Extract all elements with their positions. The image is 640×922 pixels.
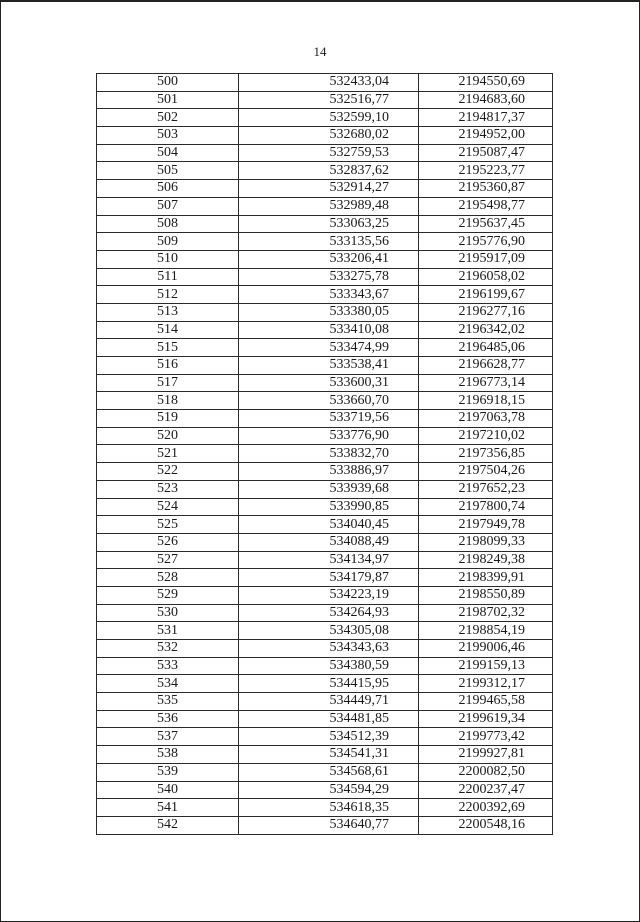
x-coordinate-cell: 532989,48 [239,197,419,215]
point-number-cell: 540 [97,781,239,799]
table-row [97,144,553,162]
point-number-cell: 527 [97,551,239,569]
point-number-cell: 510 [97,250,239,268]
y-coordinate-cell: 2196485,06 [419,339,553,357]
table-row [97,321,553,339]
point-number-cell: 501 [97,91,239,109]
y-coordinate-cell: 2194683,60 [419,91,553,109]
y-coordinate-cell: 2195360,87 [419,180,553,198]
y-coordinate-cell: 2200237,47 [419,781,553,799]
point-number-cell: 525 [97,516,239,534]
x-coordinate-cell: 534264,93 [239,604,419,622]
point-number-cell: 506 [97,180,239,198]
y-coordinate-cell: 2198099,33 [419,533,553,551]
table-row [97,781,553,799]
point-number-cell: 508 [97,215,239,233]
x-coordinate-cell: 534640,77 [239,816,419,834]
y-coordinate-cell: 2197210,02 [419,427,553,445]
x-coordinate-cell: 532516,77 [239,91,419,109]
point-number-cell: 517 [97,374,239,392]
point-number-cell: 514 [97,321,239,339]
y-coordinate-cell: 2199773,42 [419,728,553,746]
x-coordinate-cell: 533063,25 [239,215,419,233]
x-coordinate-cell: 533538,41 [239,357,419,375]
table-row [97,268,553,286]
table-row [97,728,553,746]
x-coordinate-cell: 533600,31 [239,374,419,392]
y-coordinate-cell: 2195498,77 [419,197,553,215]
table-row [97,357,553,375]
x-coordinate-cell: 534481,85 [239,710,419,728]
y-coordinate-cell: 2199927,81 [419,746,553,764]
point-number-cell: 528 [97,569,239,587]
point-number-cell: 538 [97,746,239,764]
y-coordinate-cell: 2199465,58 [419,693,553,711]
x-coordinate-cell: 534223,19 [239,586,419,604]
y-coordinate-cell: 2195223,77 [419,162,553,180]
x-coordinate-cell: 534305,08 [239,622,419,640]
x-coordinate-cell: 532433,04 [239,74,419,92]
x-coordinate-cell: 534594,29 [239,781,419,799]
point-number-cell: 542 [97,816,239,834]
x-coordinate-cell: 533939,68 [239,480,419,498]
table-row [97,74,553,92]
table-row [97,816,553,834]
point-number-cell: 520 [97,427,239,445]
point-number-cell: 534 [97,675,239,693]
point-number-cell: 532 [97,640,239,658]
y-coordinate-cell: 2195637,45 [419,215,553,233]
x-coordinate-cell: 534541,31 [239,746,419,764]
y-coordinate-cell: 2195087,47 [419,144,553,162]
x-coordinate-cell: 534415,95 [239,675,419,693]
x-coordinate-cell: 534568,61 [239,763,419,781]
y-coordinate-cell: 2197063,78 [419,410,553,428]
point-number-cell: 531 [97,622,239,640]
y-coordinate-cell: 2195776,90 [419,233,553,251]
table-row [97,533,553,551]
table-row [97,233,553,251]
x-coordinate-cell: 533886,97 [239,463,419,481]
table-row [97,427,553,445]
point-number-cell: 516 [97,357,239,375]
table-row [97,445,553,463]
point-number-cell: 519 [97,410,239,428]
x-coordinate-cell: 534512,39 [239,728,419,746]
x-coordinate-cell: 534343,63 [239,640,419,658]
x-coordinate-cell: 532680,02 [239,127,419,145]
point-number-cell: 530 [97,604,239,622]
table-row [97,180,553,198]
table-row [97,303,553,321]
y-coordinate-cell: 2198399,91 [419,569,553,587]
y-coordinate-cell: 2197949,78 [419,516,553,534]
y-coordinate-cell: 2196773,14 [419,374,553,392]
y-coordinate-cell: 2196918,15 [419,392,553,410]
y-coordinate-cell: 2198854,19 [419,622,553,640]
x-coordinate-cell: 533474,99 [239,339,419,357]
x-coordinate-cell: 533719,56 [239,410,419,428]
point-number-cell: 515 [97,339,239,357]
table-row [97,91,553,109]
table-row [97,197,553,215]
table-row [97,675,553,693]
table-row [97,498,553,516]
x-coordinate-cell: 534618,35 [239,799,419,817]
x-coordinate-cell: 533410,08 [239,321,419,339]
point-number-cell: 523 [97,480,239,498]
table-row [97,127,553,145]
x-coordinate-cell: 533990,85 [239,498,419,516]
y-coordinate-cell: 2197800,74 [419,498,553,516]
point-number-cell: 507 [97,197,239,215]
table-row [97,286,553,304]
y-coordinate-cell: 2200548,16 [419,816,553,834]
table-row [97,799,553,817]
y-coordinate-cell: 2200082,50 [419,763,553,781]
x-coordinate-cell: 532759,53 [239,144,419,162]
y-coordinate-cell: 2198249,38 [419,551,553,569]
page-number: 14 [313,44,327,59]
y-coordinate-cell: 2196058,02 [419,268,553,286]
y-coordinate-cell: 2196628,77 [419,357,553,375]
coordinates-table-body [97,74,553,835]
table-row [97,516,553,534]
x-coordinate-cell: 533776,90 [239,427,419,445]
point-number-cell: 503 [97,127,239,145]
point-number-cell: 539 [97,763,239,781]
table-row [97,746,553,764]
table-row [97,693,553,711]
table-row [97,586,553,604]
table-row [97,463,553,481]
y-coordinate-cell: 2194952,00 [419,127,553,145]
x-coordinate-cell: 532914,27 [239,180,419,198]
point-number-cell: 511 [97,268,239,286]
y-coordinate-cell: 2199006,46 [419,640,553,658]
point-number-cell: 541 [97,799,239,817]
point-number-cell: 522 [97,463,239,481]
table-row [97,763,553,781]
table-row [97,622,553,640]
point-number-cell: 535 [97,693,239,711]
table-row [97,657,553,675]
table-row [97,215,553,233]
coordinates-table [96,73,553,835]
y-coordinate-cell: 2199619,34 [419,710,553,728]
y-coordinate-cell: 2196342,02 [419,321,553,339]
y-coordinate-cell: 2197356,85 [419,445,553,463]
y-coordinate-cell: 2195917,09 [419,250,553,268]
table-row [97,339,553,357]
y-coordinate-cell: 2199312,17 [419,675,553,693]
point-number-cell: 504 [97,144,239,162]
table-row [97,250,553,268]
point-number-cell: 533 [97,657,239,675]
x-coordinate-cell: 533206,41 [239,250,419,268]
table-row [97,640,553,658]
point-number-cell: 512 [97,286,239,304]
point-number-cell: 526 [97,533,239,551]
point-number-cell: 521 [97,445,239,463]
y-coordinate-cell: 2198550,89 [419,586,553,604]
point-number-cell: 536 [97,710,239,728]
x-coordinate-cell: 534380,59 [239,657,419,675]
table-row [97,392,553,410]
y-coordinate-cell: 2197652,23 [419,480,553,498]
y-coordinate-cell: 2196199,67 [419,286,553,304]
y-coordinate-cell: 2200392,69 [419,799,553,817]
y-coordinate-cell: 2194817,37 [419,109,553,127]
point-number-cell: 537 [97,728,239,746]
point-number-cell: 502 [97,109,239,127]
x-coordinate-cell: 534088,49 [239,533,419,551]
point-number-cell: 500 [97,74,239,92]
point-number-cell: 529 [97,586,239,604]
x-coordinate-cell: 533380,05 [239,303,419,321]
x-coordinate-cell: 532599,10 [239,109,419,127]
y-coordinate-cell: 2198702,32 [419,604,553,622]
x-coordinate-cell: 534179,87 [239,569,419,587]
x-coordinate-cell: 533660,70 [239,392,419,410]
table-row [97,109,553,127]
x-coordinate-cell: 533343,67 [239,286,419,304]
table-row [97,480,553,498]
x-coordinate-cell: 534449,71 [239,693,419,711]
y-coordinate-cell: 2199159,13 [419,657,553,675]
table-row [97,374,553,392]
x-coordinate-cell: 533135,56 [239,233,419,251]
table-row [97,551,553,569]
point-number-cell: 509 [97,233,239,251]
x-coordinate-cell: 532837,62 [239,162,419,180]
y-coordinate-cell: 2194550,69 [419,74,553,92]
y-coordinate-cell: 2197504,26 [419,463,553,481]
table-row [97,604,553,622]
x-coordinate-cell: 534134,97 [239,551,419,569]
point-number-cell: 518 [97,392,239,410]
table-row [97,710,553,728]
point-number-cell: 524 [97,498,239,516]
table-row [97,162,553,180]
table-row [97,569,553,587]
point-number-cell: 505 [97,162,239,180]
x-coordinate-cell: 534040,45 [239,516,419,534]
y-coordinate-cell: 2196277,16 [419,303,553,321]
x-coordinate-cell: 533275,78 [239,268,419,286]
table-row [97,410,553,428]
x-coordinate-cell: 533832,70 [239,445,419,463]
point-number-cell: 513 [97,303,239,321]
